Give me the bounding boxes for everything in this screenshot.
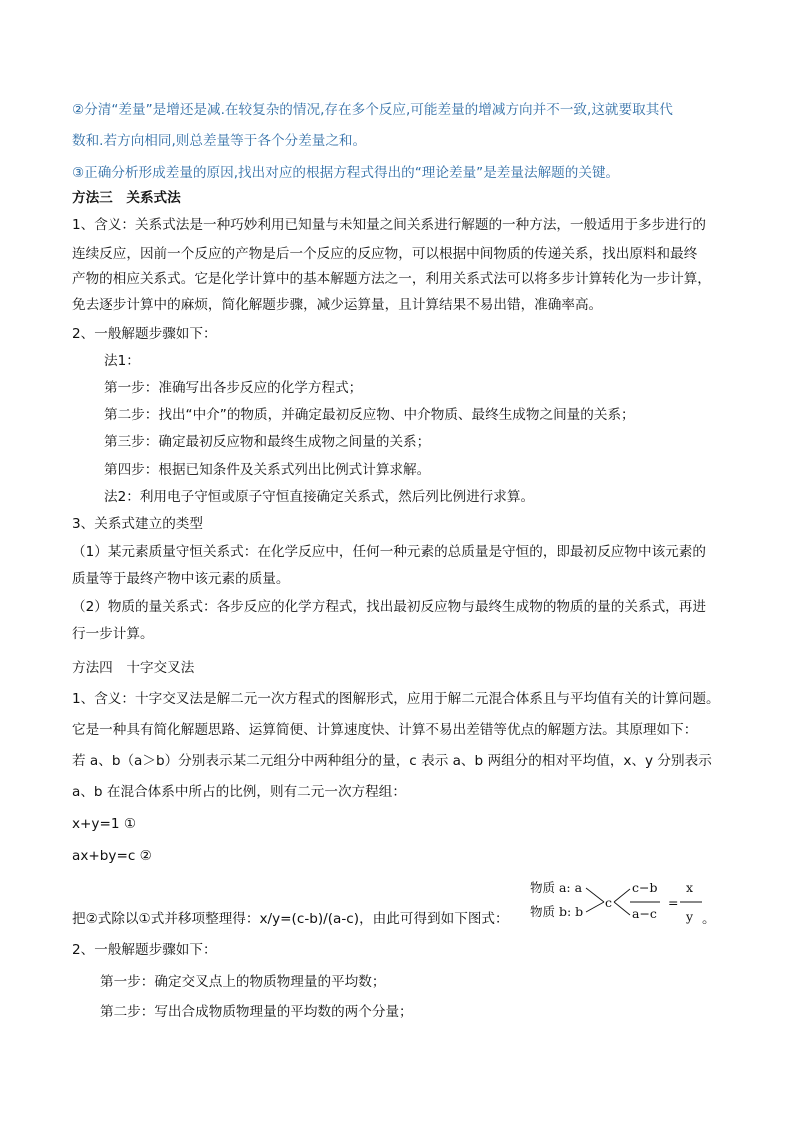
diagram-bottom-right: a−c <box>632 906 657 921</box>
method3-fa2: 法2：利用电子守恒或原子守恒直接确定关系式，然后列比例进行求算。 <box>104 489 535 505</box>
method3-step3: 第三步：确定最初反应物和最终生成物之间量的关系； <box>104 434 431 450</box>
method3-def-line4: 免去逐步计算中的麻烦，简化解题步骤，减少运算量，且计算结果不易出错，准确率高。 <box>72 297 603 313</box>
method4-transform-end: 。 <box>702 911 716 927</box>
method3-steps-heading: 2、一般解题步骤如下： <box>72 326 217 342</box>
method3-def-line1: 1、含义：关系式法是一种巧妙利用已知量与未知量之间关系进行解题的一种方法，一般适用于多步进行的 <box>72 217 706 233</box>
method3-step2: 第二步：找出“中介”的物质，并确定最初反应物、中介物质、最终生成物之间量的关系； <box>104 407 635 423</box>
blue-para-line3: ③正确分析形成差量的原因,找出对应的根据方程式得出的“理论差量”是差量法解题的关键。 <box>72 165 620 181</box>
method3-type1-line2: 质量等于最终产物中该元素的质量。 <box>72 571 290 587</box>
method4-def-line3: 若 a、b（a＞b）分别表示某二元组分中两种组分的量，c 表示 a、b 两组分的相对平均值，x、y 分别表示 <box>72 753 712 769</box>
diagram-row1-label: 物质 a: a <box>530 880 583 895</box>
method4-def-line1: 1、含义：十字交叉法是解二元一次方程式的图解形式，应用于解二元混合体系且与平均值有关的计算问题。 <box>72 691 720 707</box>
method3-type2-line1: （2）物质的量关系式：各步反应的化学方程式，找出最初反应物与最终生成物的物质的量的关系式，再进 <box>72 599 706 615</box>
method4-transform: 把②式除以①式并移项整理得：x/y=(c-b)/(a-c)，由此可得到如下图式： <box>72 911 509 927</box>
method3-type1-line1: （1）某元素质量守恒关系式：在化学反应中，任何一种元素的总质量是守恒的，即最初反应物中该元素的 <box>72 544 706 560</box>
diagram-center-c: c <box>605 895 613 910</box>
method4-heading: 方法四 十字交叉法 <box>72 660 195 676</box>
blue-para-line1: ②分清“差量”是增还是减.在较复杂的情况,存在多个反应,可能差量的增减方向并不一致,这就要取其代 <box>72 102 673 118</box>
method3-def-line3: 产物的相应关系式。它是化学计算中的基本解题方法之一，利用关系式法可以将多步计算转化为一步计算， <box>72 271 711 287</box>
method3-fa1: 法1： <box>104 353 140 369</box>
diagram-top-right: c−b <box>632 880 658 895</box>
diagram-y: y <box>686 909 694 924</box>
method3-def-line2: 连续反应，因前一个反应的产物是后一个反应的反应物，可以根据中间物质的传递关系，找出原料和最终 <box>72 246 698 262</box>
method3-step1: 第一步：准确写出各步反应的化学方程式； <box>104 380 363 396</box>
method4-step2: 第二步：写出合成物质物理量的平均数的两个分量； <box>100 1004 413 1020</box>
method4-steps-heading: 2、一般解题步骤如下： <box>72 942 217 958</box>
diagram-x: x <box>686 880 694 895</box>
cross-method-diagram <box>530 877 716 925</box>
blue-para-line2: 数和.若方向相同,则总差量等于各个分差量之和。 <box>72 133 367 149</box>
diagram-equals: = <box>668 895 679 910</box>
method4-step1: 第一步：确定交叉点上的物质物理量的平均数； <box>100 974 386 990</box>
method4-eq1: x+y=1 ① <box>72 816 137 832</box>
method4-eq2: ax+by=c ② <box>72 848 152 864</box>
method3-types-heading: 3、关系式建立的类型 <box>72 516 203 532</box>
method3-type2-line2: 行一步计算。 <box>72 626 154 642</box>
diagram-row2-label: 物质 b: b <box>530 904 584 919</box>
method4-def-line2: 它是一种具有简化解题思路、运算简便、计算速度快、计算不易出差错等优点的解题方法。其原理如下： <box>72 722 698 738</box>
method3-heading: 方法三 关系式法 <box>72 190 181 206</box>
method3-step4: 第四步：根据已知条件及关系式列出比例式计算求解。 <box>104 462 431 478</box>
method4-def-line4: a、b 在混合体系中所占的比例，则有二元一次方程组： <box>72 784 406 800</box>
